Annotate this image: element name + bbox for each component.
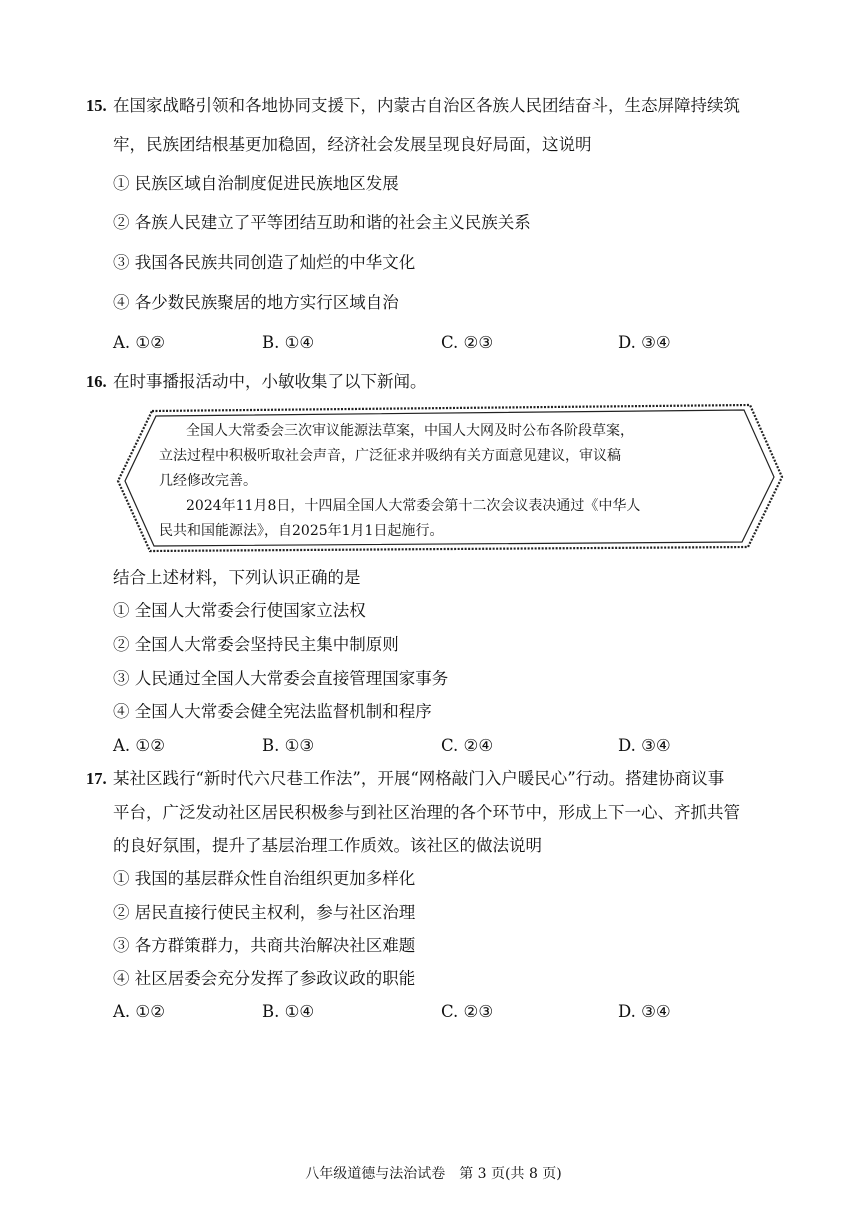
question-16-stem-line-1: 在时事播报活动中，小敏收集了以下新闻。 (113, 372, 427, 391)
question-17-statement-1: ① 我国的基层群众性自治组织更加多样化 (113, 869, 416, 888)
question-16-after-box: 结合上述材料，下列认识正确的是 (113, 568, 361, 587)
question-17-stem-line-2: 平台，广泛发动社区居民积极参与到社区治理的各个环节中，形成上下一心、齐抓共管 (113, 803, 740, 822)
question-15-number: 15. (86, 96, 107, 115)
question-15-stem-line-2: 牢，民族团结根基更加稳固，经济社会发展呈现良好局面，这说明 (113, 135, 592, 154)
question-16-option-c: C. ②④ (441, 736, 494, 755)
question-17-stem-line-1: 某社区践行“新时代六尺巷工作法”，开展“网格敲门入户暖民心”行动。搭建协商议事 (113, 769, 725, 788)
news-box-line-1: 全国人大常委会三次审议能源法草案，中国人大网及时公布各阶段草案， (186, 423, 634, 439)
question-16-option-a: A. ①② (113, 736, 165, 755)
question-15-option-c: C. ②③ (441, 333, 494, 352)
news-box-line-2: 立法过程中积极听取社会声音，广泛征求并吸纳有关方面意见建议，审议稿 (159, 448, 621, 464)
question-17-stem-line-3: 的良好氛围，提升了基层治理工作质效。该社区的做法说明 (113, 836, 542, 855)
question-17-statement-2: ② 居民直接行使民主权利，参与社区治理 (113, 903, 416, 922)
question-16-option-d: D. ③④ (618, 736, 671, 755)
question-17-option-b: B. ①④ (262, 1002, 315, 1021)
question-16-statement-2: ② 全国人大常委会坚持民主集中制原则 (113, 635, 399, 654)
question-15-statement-4: ④ 各少数民族聚居的地方实行区域自治 (113, 293, 399, 312)
question-17-option-a: A. ①② (113, 1002, 165, 1021)
question-15-option-a: A. ①② (113, 333, 165, 352)
news-box-line-3: 几经修改完善。 (159, 473, 257, 489)
question-16-statement-4: ④ 全国人大常委会健全宪法监督机制和程序 (113, 702, 432, 721)
question-16-statement-1: ① 全国人大常委会行使国家立法权 (113, 601, 366, 620)
news-box-line-5: 民共和国能源法》，自2025年1月1日起施行。 (159, 523, 444, 539)
question-17-statement-3: ③ 各方群策群力，共商共治解决社区难题 (113, 936, 416, 955)
question-15-statement-1: ① 民族区域自治制度促进民族地区发展 (113, 174, 399, 193)
question-16-number: 16. (86, 372, 107, 391)
question-15-option-d: D. ③④ (618, 333, 671, 352)
question-15-stem-line-1: 在国家战略引领和各地协同支援下，内蒙古自治区各族人民团结奋斗，生态屏障持续筑 (113, 96, 740, 115)
question-15-option-b: B. ①④ (262, 333, 315, 352)
question-17-option-d: D. ③④ (618, 1002, 671, 1021)
question-16-option-b: B. ①③ (262, 736, 315, 755)
question-17-number: 17. (86, 769, 107, 788)
question-16-statement-3: ③ 人民通过全国人大常委会直接管理国家事务 (113, 669, 449, 688)
question-17-statement-4: ④ 社区居委会充分发挥了参政议政的职能 (113, 969, 416, 988)
question-17-option-c: C. ②③ (441, 1002, 494, 1021)
question-15-statement-3: ③ 我国各民族共同创造了灿烂的中华文化 (113, 253, 416, 272)
question-15-statement-2: ② 各族人民建立了平等团结互助和谐的社会主义民族关系 (113, 213, 531, 232)
news-box-line-4: 2024年11月8日，十四届全国人大常委会第十二次会议表决通过《中华人 (186, 498, 641, 514)
page-footer: 八年级道德与法治试卷 第 3 页(共 8 页) (305, 1166, 562, 1182)
